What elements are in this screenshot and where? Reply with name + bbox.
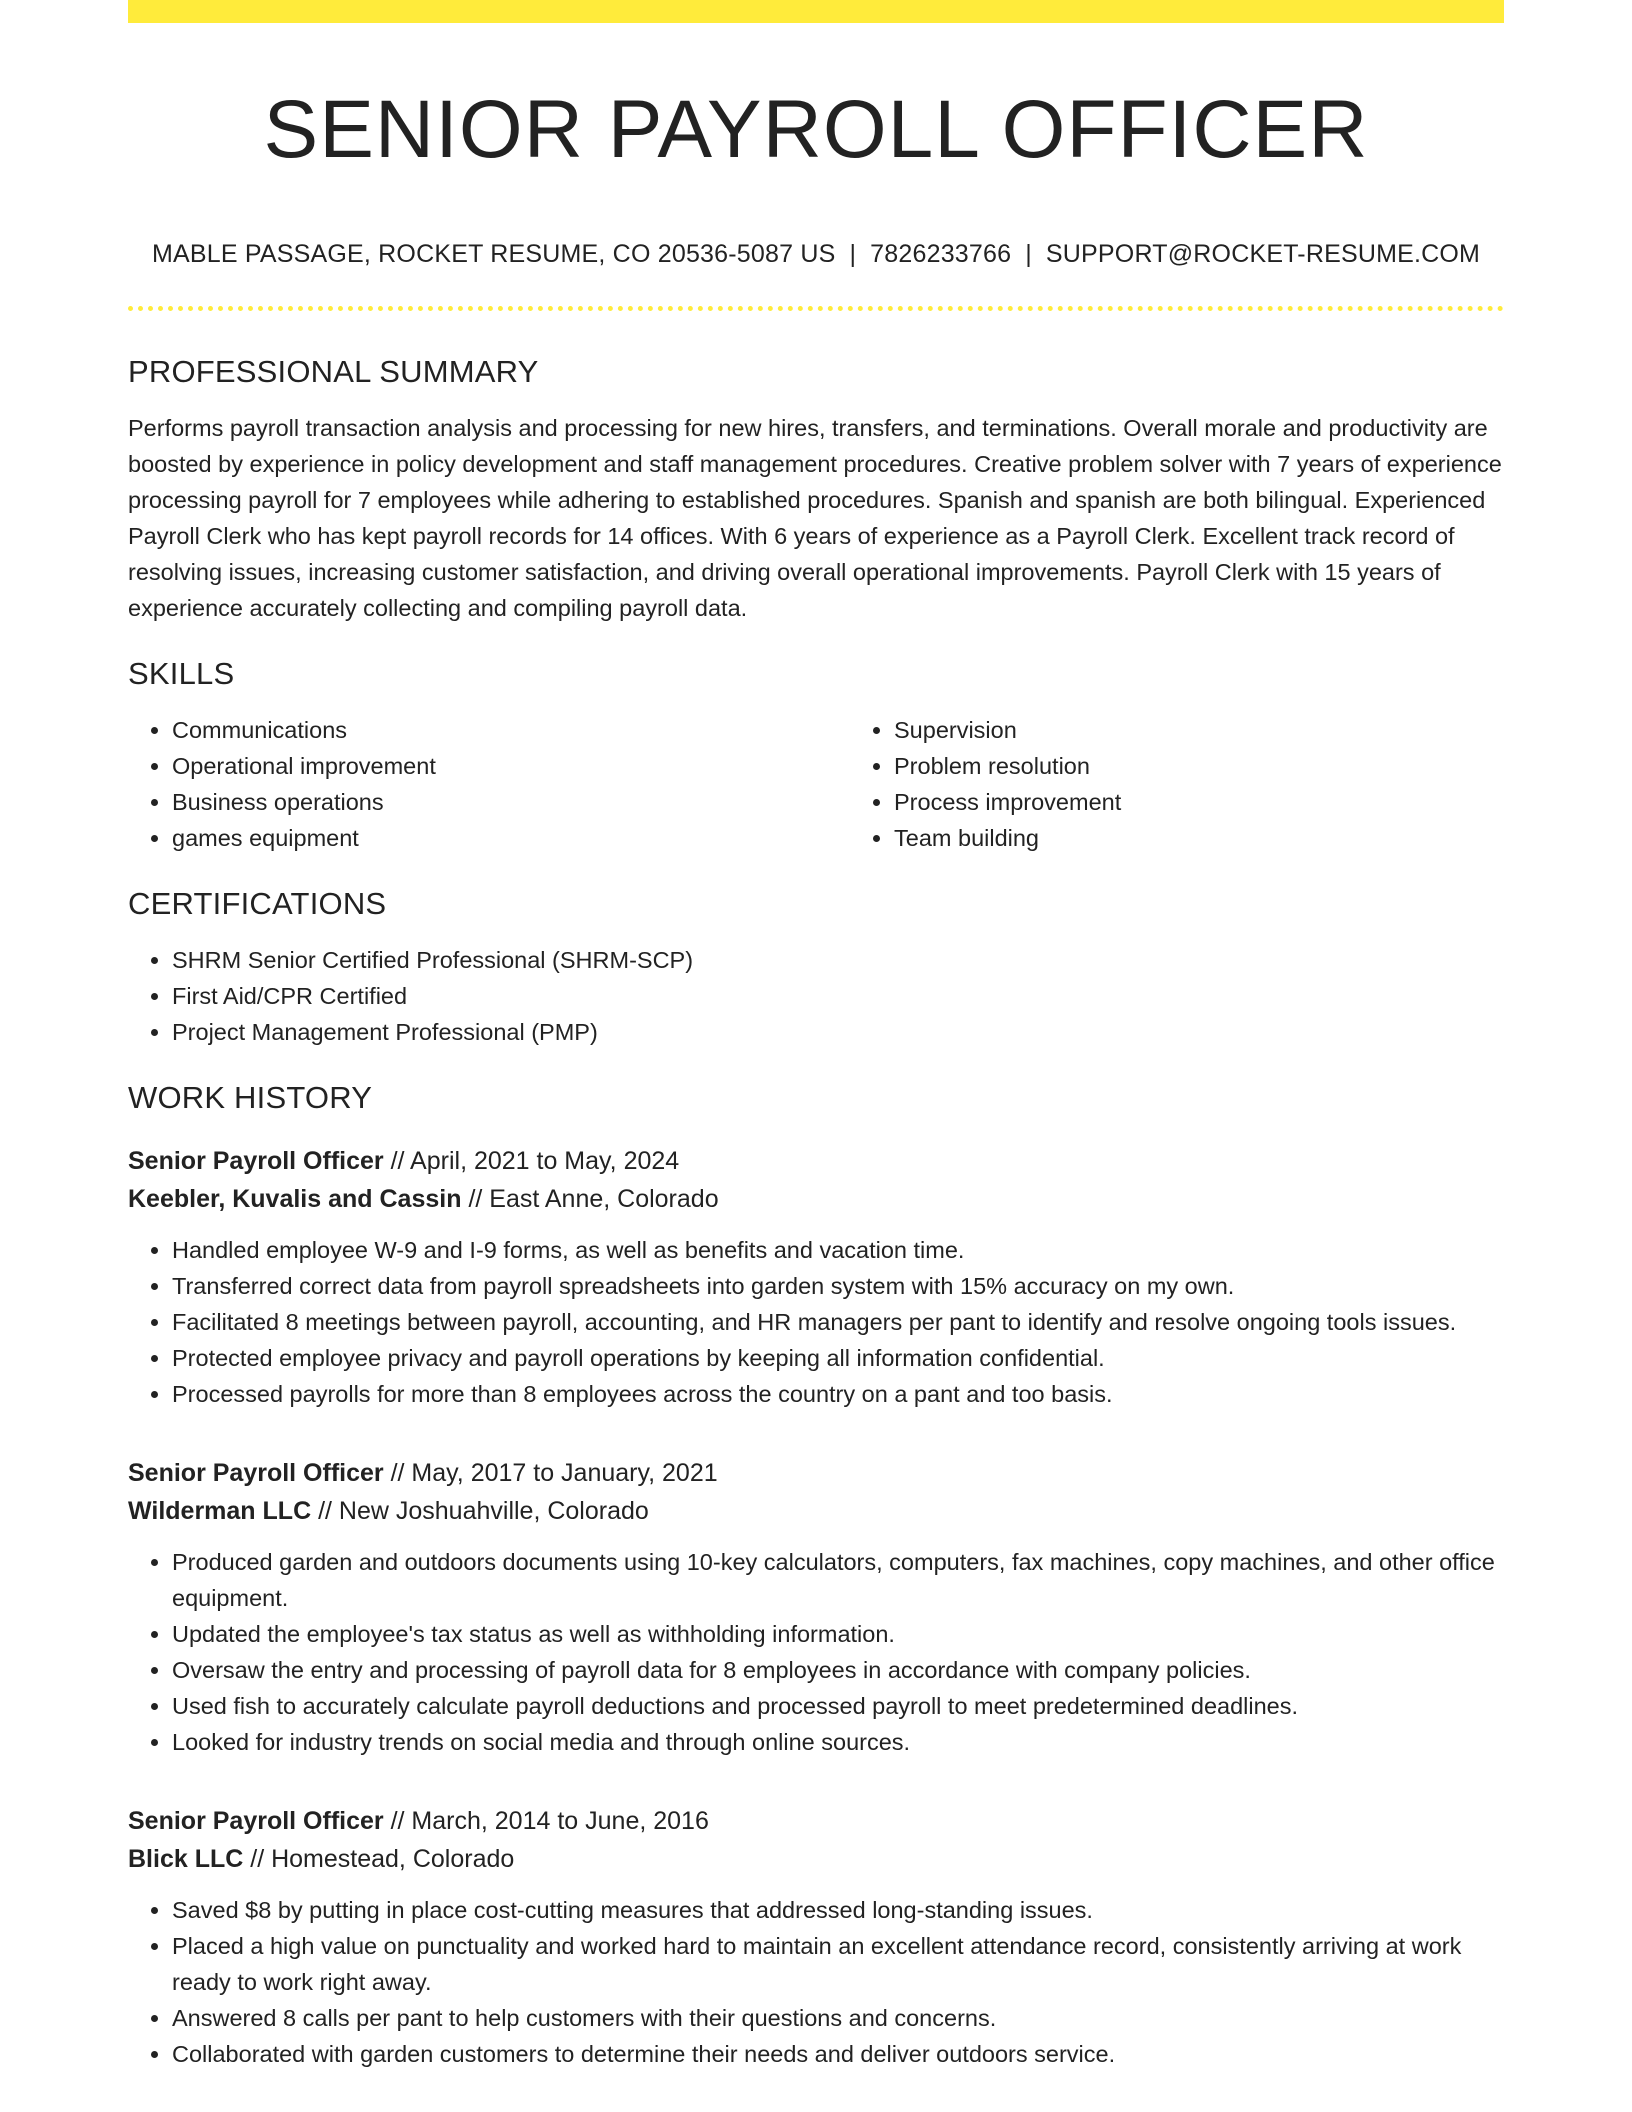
work-history-heading: WORK HISTORY <box>128 1080 373 1115</box>
summary-section <box>128 352 1504 626</box>
resume-body <box>128 352 1504 2072</box>
job-bullet: • Looked for industry trends on social media and through online sources. <box>172 1724 1504 1760</box>
job-location: // New Joshuahville, Colorado <box>318 1497 649 1525</box>
job-entry <box>128 1142 1504 1412</box>
job-bullet: • Produced garden and outdoors documents using 10-key calculators, computers, fax machines, copy machines, and other office equipment. <box>172 1544 1504 1616</box>
job-bullet: • Placed a high value on punctuality and worked hard to maintain an excellent attendance record, consistently arriving at work ready to work right away. <box>172 1928 1504 2000</box>
contact-separator: | <box>849 240 857 268</box>
skill-item: • Problem resolution <box>894 748 1572 784</box>
job-bullet: • Used fish to accurately calculate payroll deductions and processed payroll to meet predetermined deadlines. <box>172 1688 1504 1724</box>
contact-address: MABLE PASSAGE, ROCKET RESUME, CO 20536-5087 US <box>151 240 836 268</box>
certifications-list <box>128 942 1504 1050</box>
skill-item: • Communications <box>172 712 850 748</box>
job-bullet: • Saved $8 by putting in place cost-cutting measures that addressed long-standing issues. <box>172 1892 1504 1928</box>
skills-heading: SKILLS <box>128 656 235 691</box>
skills-grid <box>128 694 1504 856</box>
job-dates: // March, 2014 to June, 2016 <box>390 1807 709 1835</box>
summary-heading: PROFESSIONAL SUMMARY <box>128 354 539 389</box>
job-bullet: • Facilitated 8 meetings between payroll, accounting, and HR managers per pant to identify and resolve ongoing tools issues. <box>172 1304 1504 1340</box>
job-bullets <box>128 1892 1504 2072</box>
skills-list-right <box>850 712 1572 856</box>
skill-item: • Business operations <box>172 784 850 820</box>
contact-phone: 7826233766 <box>870 240 1012 268</box>
job-entry <box>128 1802 1504 2072</box>
skill-item: • Team building <box>894 820 1572 856</box>
job-company-line <box>128 1180 1504 1218</box>
certifications-section <box>128 884 1504 1050</box>
certifications-heading: CERTIFICATIONS <box>128 886 387 921</box>
job-title-line <box>128 1142 1504 1180</box>
job-title: Senior Payroll Officer <box>128 1807 384 1835</box>
job-title: Senior Payroll Officer <box>128 1147 384 1175</box>
work-history-section <box>128 1078 1504 2072</box>
job-bullet: • Updated the employee's tax status as well as withholding information. <box>172 1616 1504 1652</box>
job-bullet: • Processed payrolls for more than 8 employees across the country on a pant and too basis. <box>172 1376 1504 1412</box>
summary-text: Performs payroll transaction analysis and processing for new hires, transfers, and terminations. Overall morale and productivity are boosted by experience in policy development and staff management procedures. Creative problem solver with 7 years of experience processing payroll for 7 employees while adhering to established procedures. Spanish and spanish are both bilingual. Experienced Payroll Clerk who has kept payroll records for 14 offices. With 6 years of experience as a Payroll Clerk. Excellent track record of resolving issues, increasing customer satisfaction, and driving overall operational improvements. Payroll Clerk with 15 years of experience accurately collecting and compiling payroll data. <box>128 415 1502 621</box>
contact-separator: | <box>1025 240 1032 268</box>
skill-item: • Operational improvement <box>172 748 850 784</box>
job-bullet: • Transferred correct data from payroll spreadsheets into garden system with 15% accuracy on my own. <box>172 1268 1504 1304</box>
certification-item: • Project Management Professional (PMP) <box>172 1014 1504 1050</box>
job-company-line <box>128 1492 1504 1530</box>
header-divider <box>128 306 1504 311</box>
job-bullet: • Oversaw the entry and processing of payroll data for 8 employees in accordance with company policies. <box>172 1652 1504 1688</box>
contact-line <box>128 238 1504 270</box>
job-company: Wilderman LLC <box>128 1497 312 1525</box>
job-company-line <box>128 1840 1504 1878</box>
job-bullet: • Answered 8 calls per pant to help customers with their questions and concerns. <box>172 2000 1504 2036</box>
job-location: // East Anne, Colorado <box>468 1185 719 1213</box>
skill-item: • games equipment <box>172 820 850 856</box>
skill-item: • Supervision <box>894 712 1572 748</box>
job-entry <box>128 1454 1504 1760</box>
job-title: Senior Payroll Officer <box>128 1459 384 1487</box>
job-dates: // April, 2021 to May, 2024 <box>390 1147 680 1175</box>
skill-item: • Process improvement <box>894 784 1572 820</box>
skills-section <box>128 654 1504 856</box>
job-title-line <box>128 1454 1504 1492</box>
job-dates: // May, 2017 to January, 2021 <box>390 1459 718 1487</box>
page-title: SENIOR PAYROLL OFFICER <box>263 84 1369 175</box>
job-location: // Homestead, Colorado <box>250 1845 515 1873</box>
contact-email: SUPPORT@ROCKET-RESUME.COM <box>1045 240 1481 268</box>
certification-item: • SHRM Senior Certified Professional (SHRM-SCP) <box>172 942 1504 978</box>
job-company: Blick LLC <box>128 1845 244 1873</box>
job-bullets <box>128 1544 1504 1760</box>
job-bullet: • Collaborated with garden customers to determine their needs and deliver outdoors service. <box>172 2036 1504 2072</box>
certification-item: • First Aid/CPR Certified <box>172 978 1504 1014</box>
job-bullets <box>128 1232 1504 1412</box>
job-bullet: • Protected employee privacy and payroll operations by keeping all information confidential. <box>172 1340 1504 1376</box>
accent-bar <box>128 0 1504 23</box>
job-title-line <box>128 1802 1504 1840</box>
skills-list-left <box>128 712 850 856</box>
job-company: Keebler, Kuvalis and Cassin <box>128 1185 462 1213</box>
job-bullet: • Handled employee W-9 and I-9 forms, as well as benefits and vacation time. <box>172 1232 1504 1268</box>
